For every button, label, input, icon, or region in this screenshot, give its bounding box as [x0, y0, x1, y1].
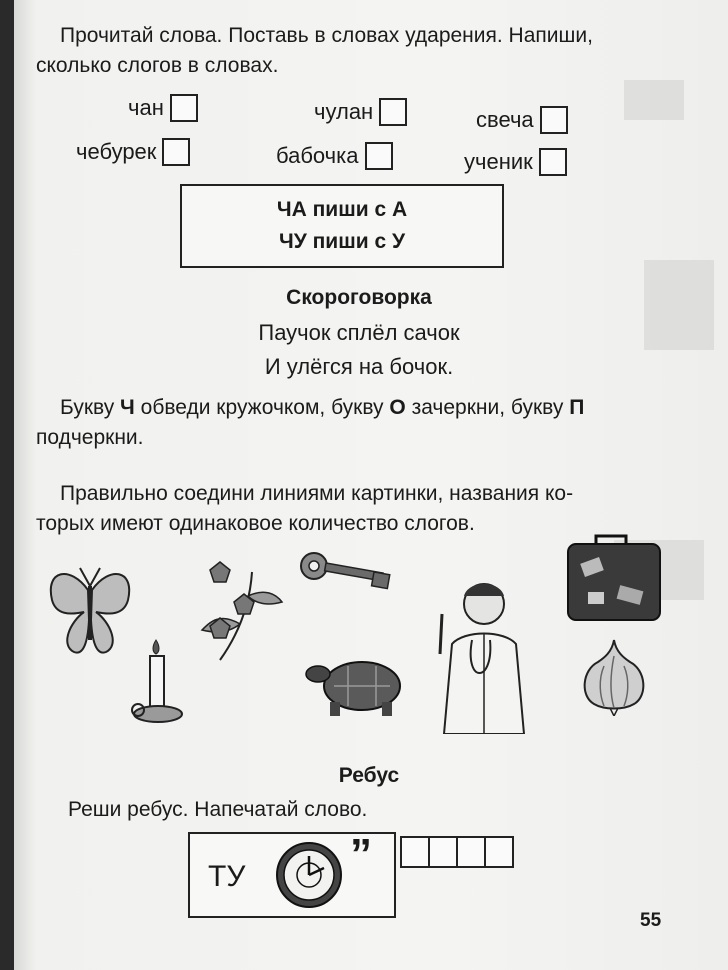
- task3-instruction-line2: торых имеют одинаковое количество слогов.: [36, 512, 475, 535]
- word-label: чебурек: [76, 139, 157, 164]
- workbook-page: [14, 0, 728, 970]
- answer-cell[interactable]: [428, 836, 458, 868]
- syllable-count-box[interactable]: [539, 148, 567, 176]
- answer-cell[interactable]: [484, 836, 514, 868]
- doctor-icon[interactable]: [424, 574, 544, 734]
- letter-o: О: [389, 396, 406, 419]
- word-label: чулан: [314, 99, 374, 124]
- word-label: свеча: [476, 107, 534, 132]
- syllable-count-box[interactable]: [540, 106, 568, 134]
- task2-instruction-line2: подчеркни.: [36, 426, 144, 449]
- task1-instruction-line2: сколько слогов в словах.: [36, 54, 279, 77]
- clock-icon: [274, 840, 344, 910]
- word-item: [476, 106, 568, 134]
- key-icon[interactable]: [296, 548, 406, 598]
- bellflower-icon[interactable]: [190, 552, 290, 662]
- task1-instruction-line1: Прочитай слова. Поставь в словах ударения. Напиши,: [60, 24, 593, 47]
- suitcase-icon[interactable]: [558, 530, 668, 630]
- letter-p: П: [569, 396, 585, 419]
- tongue-twister-line1: Паучок сплёл сачок: [258, 320, 460, 345]
- letter-ch: Ч: [120, 396, 135, 419]
- word-item: [128, 94, 198, 122]
- word-label: ученик: [464, 149, 533, 174]
- syllable-count-box[interactable]: [170, 94, 198, 122]
- word-item: [276, 142, 393, 170]
- rule-line1: ЧА пиши с А: [276, 198, 408, 221]
- task2-text: обведи кружочком, букву: [134, 396, 390, 419]
- task2-text: Букву: [60, 396, 121, 419]
- syllable-count-box[interactable]: [365, 142, 393, 170]
- rebus-instruction: Реши ребус. Напечатай слово.: [68, 798, 368, 821]
- syllable-count-box[interactable]: [379, 98, 407, 126]
- spelling-rule-box: [180, 184, 504, 268]
- turtle-icon[interactable]: [304, 646, 414, 726]
- task3-instruction-line1: Правильно соедини линиями картинки, названия ко-: [60, 482, 574, 505]
- rebus-title: Ребус: [338, 764, 400, 787]
- tongue-twister-line2: И улёгся на бочок.: [264, 354, 454, 379]
- candle-icon[interactable]: [126, 632, 196, 732]
- rule-line2: ЧУ пиши с У: [278, 230, 406, 253]
- garlic-icon[interactable]: [574, 636, 654, 716]
- page-number: 55: [640, 910, 662, 931]
- task2-instruction-line1: [60, 394, 584, 422]
- rebus-prefix: ТУ: [208, 860, 246, 893]
- tongue-twister-title: Скороговорка: [286, 286, 432, 309]
- word-label: бабочка: [276, 143, 359, 168]
- answer-cell[interactable]: [456, 836, 486, 868]
- answer-cell[interactable]: [400, 836, 430, 868]
- rebus-box: [188, 832, 396, 918]
- answer-cells: [400, 836, 514, 868]
- word-item: [314, 98, 407, 126]
- word-item: [76, 138, 190, 166]
- rebus-quote-mark: ”: [350, 830, 372, 879]
- word-label: чан: [128, 95, 164, 120]
- task2-text: зачеркни, букву: [405, 396, 570, 419]
- word-item: [464, 148, 567, 176]
- syllable-count-box[interactable]: [162, 138, 190, 166]
- butterfly-icon[interactable]: [40, 560, 140, 660]
